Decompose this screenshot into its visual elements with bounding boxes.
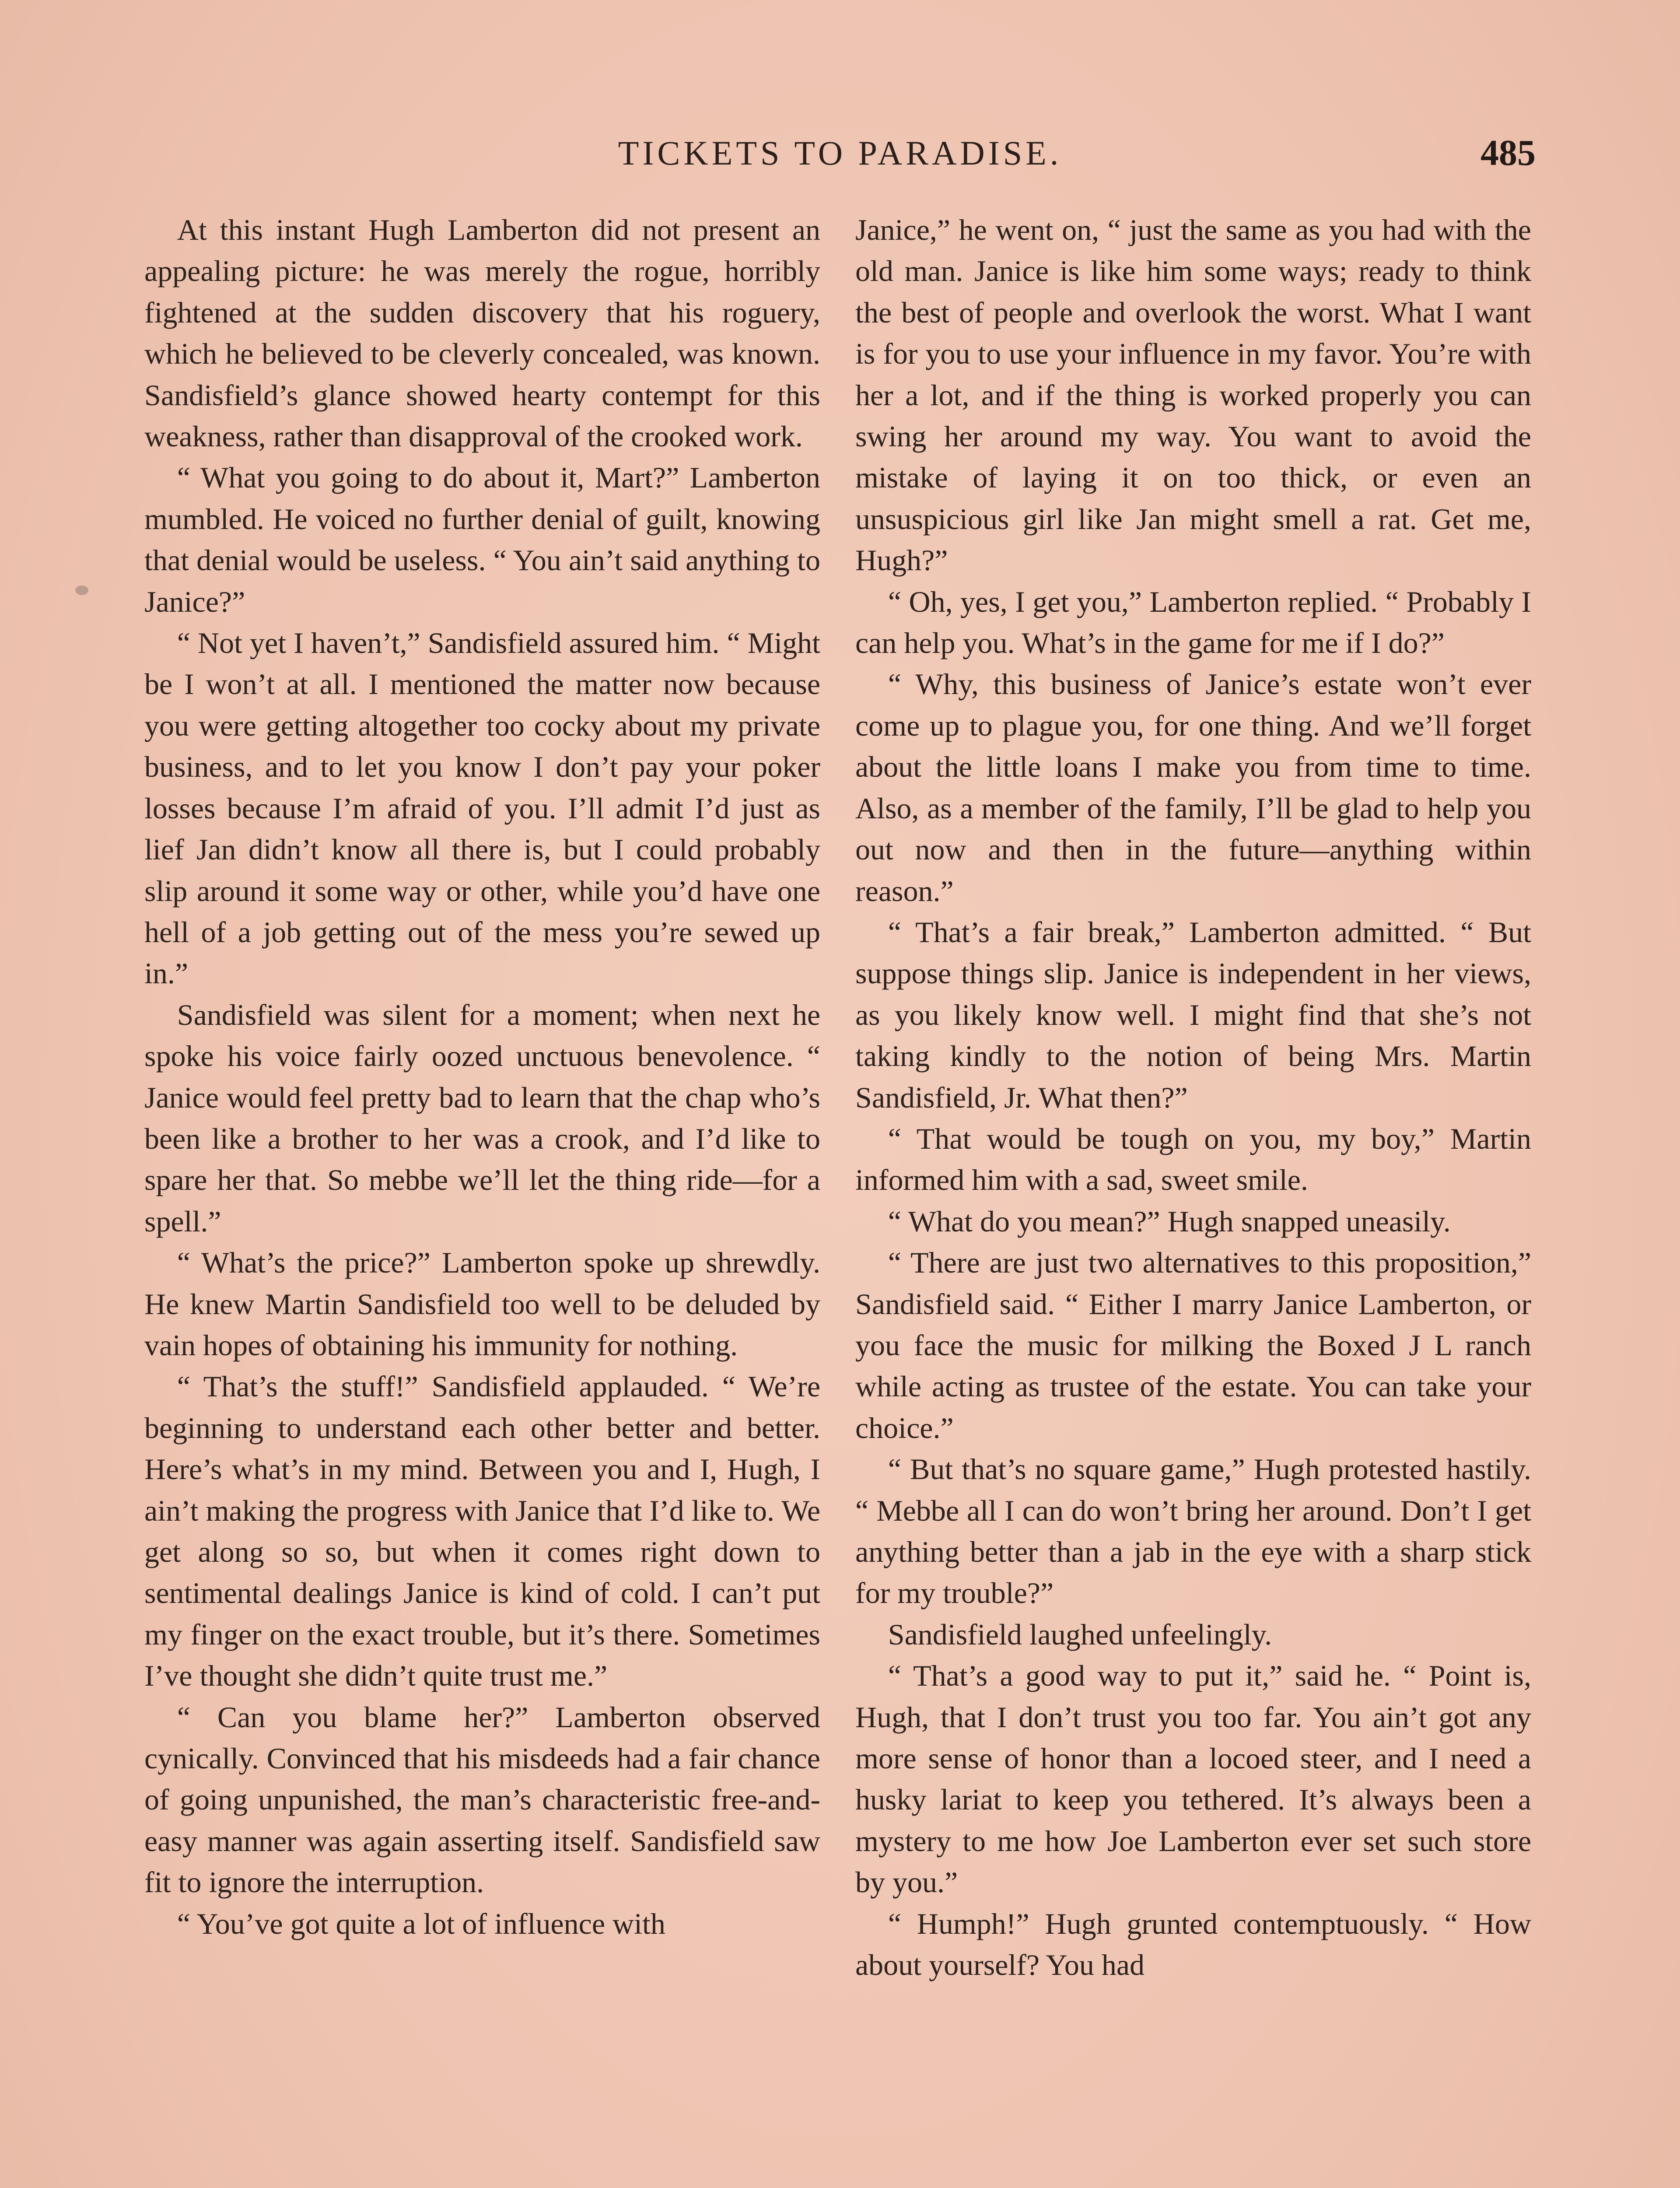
paragraph: “ There are just two alternatives to this proposition,” Sandisfield said. “ Either I marry Janice Lamberton, or you face the music for milking the Boxed J L ranch while acting as trustee of the estate. You can take your choice.”: [855, 1246, 1531, 1445]
ink-speck: [75, 586, 88, 595]
paragraph: At this instant Hugh Lamberton did not present an appealing picture: he was merely the rogue, horribly fightened at the sudden discovery that his roguery, which he believed to be cleverly concealed, was known. Sandisfield’s glance showed hearty contempt for this weakness, rather than disapproval of the crooked work.: [144, 213, 820, 453]
paragraph: “ What do you mean?” Hugh snapped uneasily.: [888, 1204, 1451, 1238]
page-header: [144, 127, 1536, 179]
page-number: 485: [1480, 133, 1536, 173]
paragraph: “ What you going to do about it, Mart?” Lamberton mumbled. He voiced no further denial of guilt, knowing that denial would be useless. “ You ain’t said anything to Janice?”: [144, 461, 820, 618]
paragraph: “ That would be tough on you, my boy,” Martin informed him with a sad, sweet smile.: [855, 1122, 1531, 1197]
paragraph: “ Not yet I haven’t,” Sandisfield assured him. “ Might be I won’t at all. I mentioned the matter now because you were getting altogether too cocky about my private business, and to let you know I don’t pay your poker losses because I’m afraid of you. I’ll admit I’d just as lief Jan didn’t know all there is, but I could probably slip around it some way or other, while you’d have one hell of a job getting out of the mess you’re sewed up in.”: [144, 626, 820, 990]
paragraph: Sandisfield was silent for a moment; when next he spoke his voice fairly oozed unctuous benevolence. “ Janice would feel pretty bad to learn that the chap who’s been like a brother to her was a crook, and I’d like to spare her that. So mebbe we’ll let the thing ride—for a spell.”: [144, 998, 820, 1238]
paragraph: “ Can you blame her?” Lamberton observed cynically. Convinced that his misdeeds had a fair chance of going unpunished, the man’s characteristic free-and-easy manner was again asserting itself. Sandisfield saw fit to ignore the interruption.: [144, 1700, 820, 1899]
paragraph: “ Why, this business of Janice’s estate won’t ever come up to plague you, for one thing. And we’ll forget about the little loans I make you from time to time. Also, as a member of the family, I’ll be glad to help you out now and then in the future—anything within reason.”: [855, 667, 1531, 908]
paragraph: “ But that’s no square game,” Hugh protested hastily. “ Mebbe all I can do won’t bring her around. Don’t I get anything better than a jab in the eye with a sharp stick for my trouble?”: [855, 1452, 1531, 1610]
paragraph: “ That’s a fair break,” Lamberton admitted. “ But suppose things slip. Janice is independent in her views, as you likely know well. I might find that she’s not taking kindly to the notion of being Mrs. Martin Sandisfield, Jr. What then?”: [855, 915, 1531, 1114]
paragraph: “ That’s a good way to put it,” said he. “ Point is, Hugh, that I don’t trust you too far. You ain’t got any more sense of honor than a locoed steer, and I need a husky lariat to keep you tethered. It’s always been a mystery to me how Joe Lamberton ever set such store by you.”: [855, 1659, 1531, 1899]
paragraph: “ You’ve got quite a lot of influence with: [177, 1907, 665, 1940]
paragraph: “ That’s the stuff!” Sandisfield applauded. “ We’re beginning to understand each other better and better. Here’s what’s in my mind. Between you and I, Hugh, I ain’t making the progress with Janice that I’d like to. We get along so so, but when it comes right down to sentimental dealings Janice is kind of cold. I can’t put my finger on the exact trouble, but it’s there. Sometimes I’ve thought she didn’t quite trust me.”: [144, 1370, 820, 1693]
running-title: TICKETS TO PARADISE.: [618, 134, 1062, 172]
left-text-column: [144, 209, 820, 1944]
paragraph: Sandisfield laughed unfeelingly.: [888, 1617, 1272, 1651]
paragraph: “ Oh, yes, I get you,” Lamberton replied. “ Probably I can help you. What’s in the game for me if I do?”: [855, 585, 1531, 660]
paragraph-continuation: Janice,” he went on, “ just the same as you had with the old man. Janice is like him some ways; ready to think the best of people and overlook the worst. What I want is for you to use your influence in my favor. You’re with her a lot, and if the thing is worked properly you can swing her around my way. You want to avoid the mistake of laying it on too thick, or even an unsuspicious girl like Jan might smell a rat. Get me, Hugh?”: [855, 213, 1531, 577]
paragraph: “ Humph!” Hugh grunted contemptuously. “ How about yourself? You had: [855, 1907, 1531, 1982]
paragraph: “ What’s the price?” Lamberton spoke up shrewdly. He knew Martin Sandisfield too well to be deluded by vain hopes of obtaining his immunity for nothing.: [144, 1246, 820, 1362]
right-text-column: [855, 209, 1531, 1985]
